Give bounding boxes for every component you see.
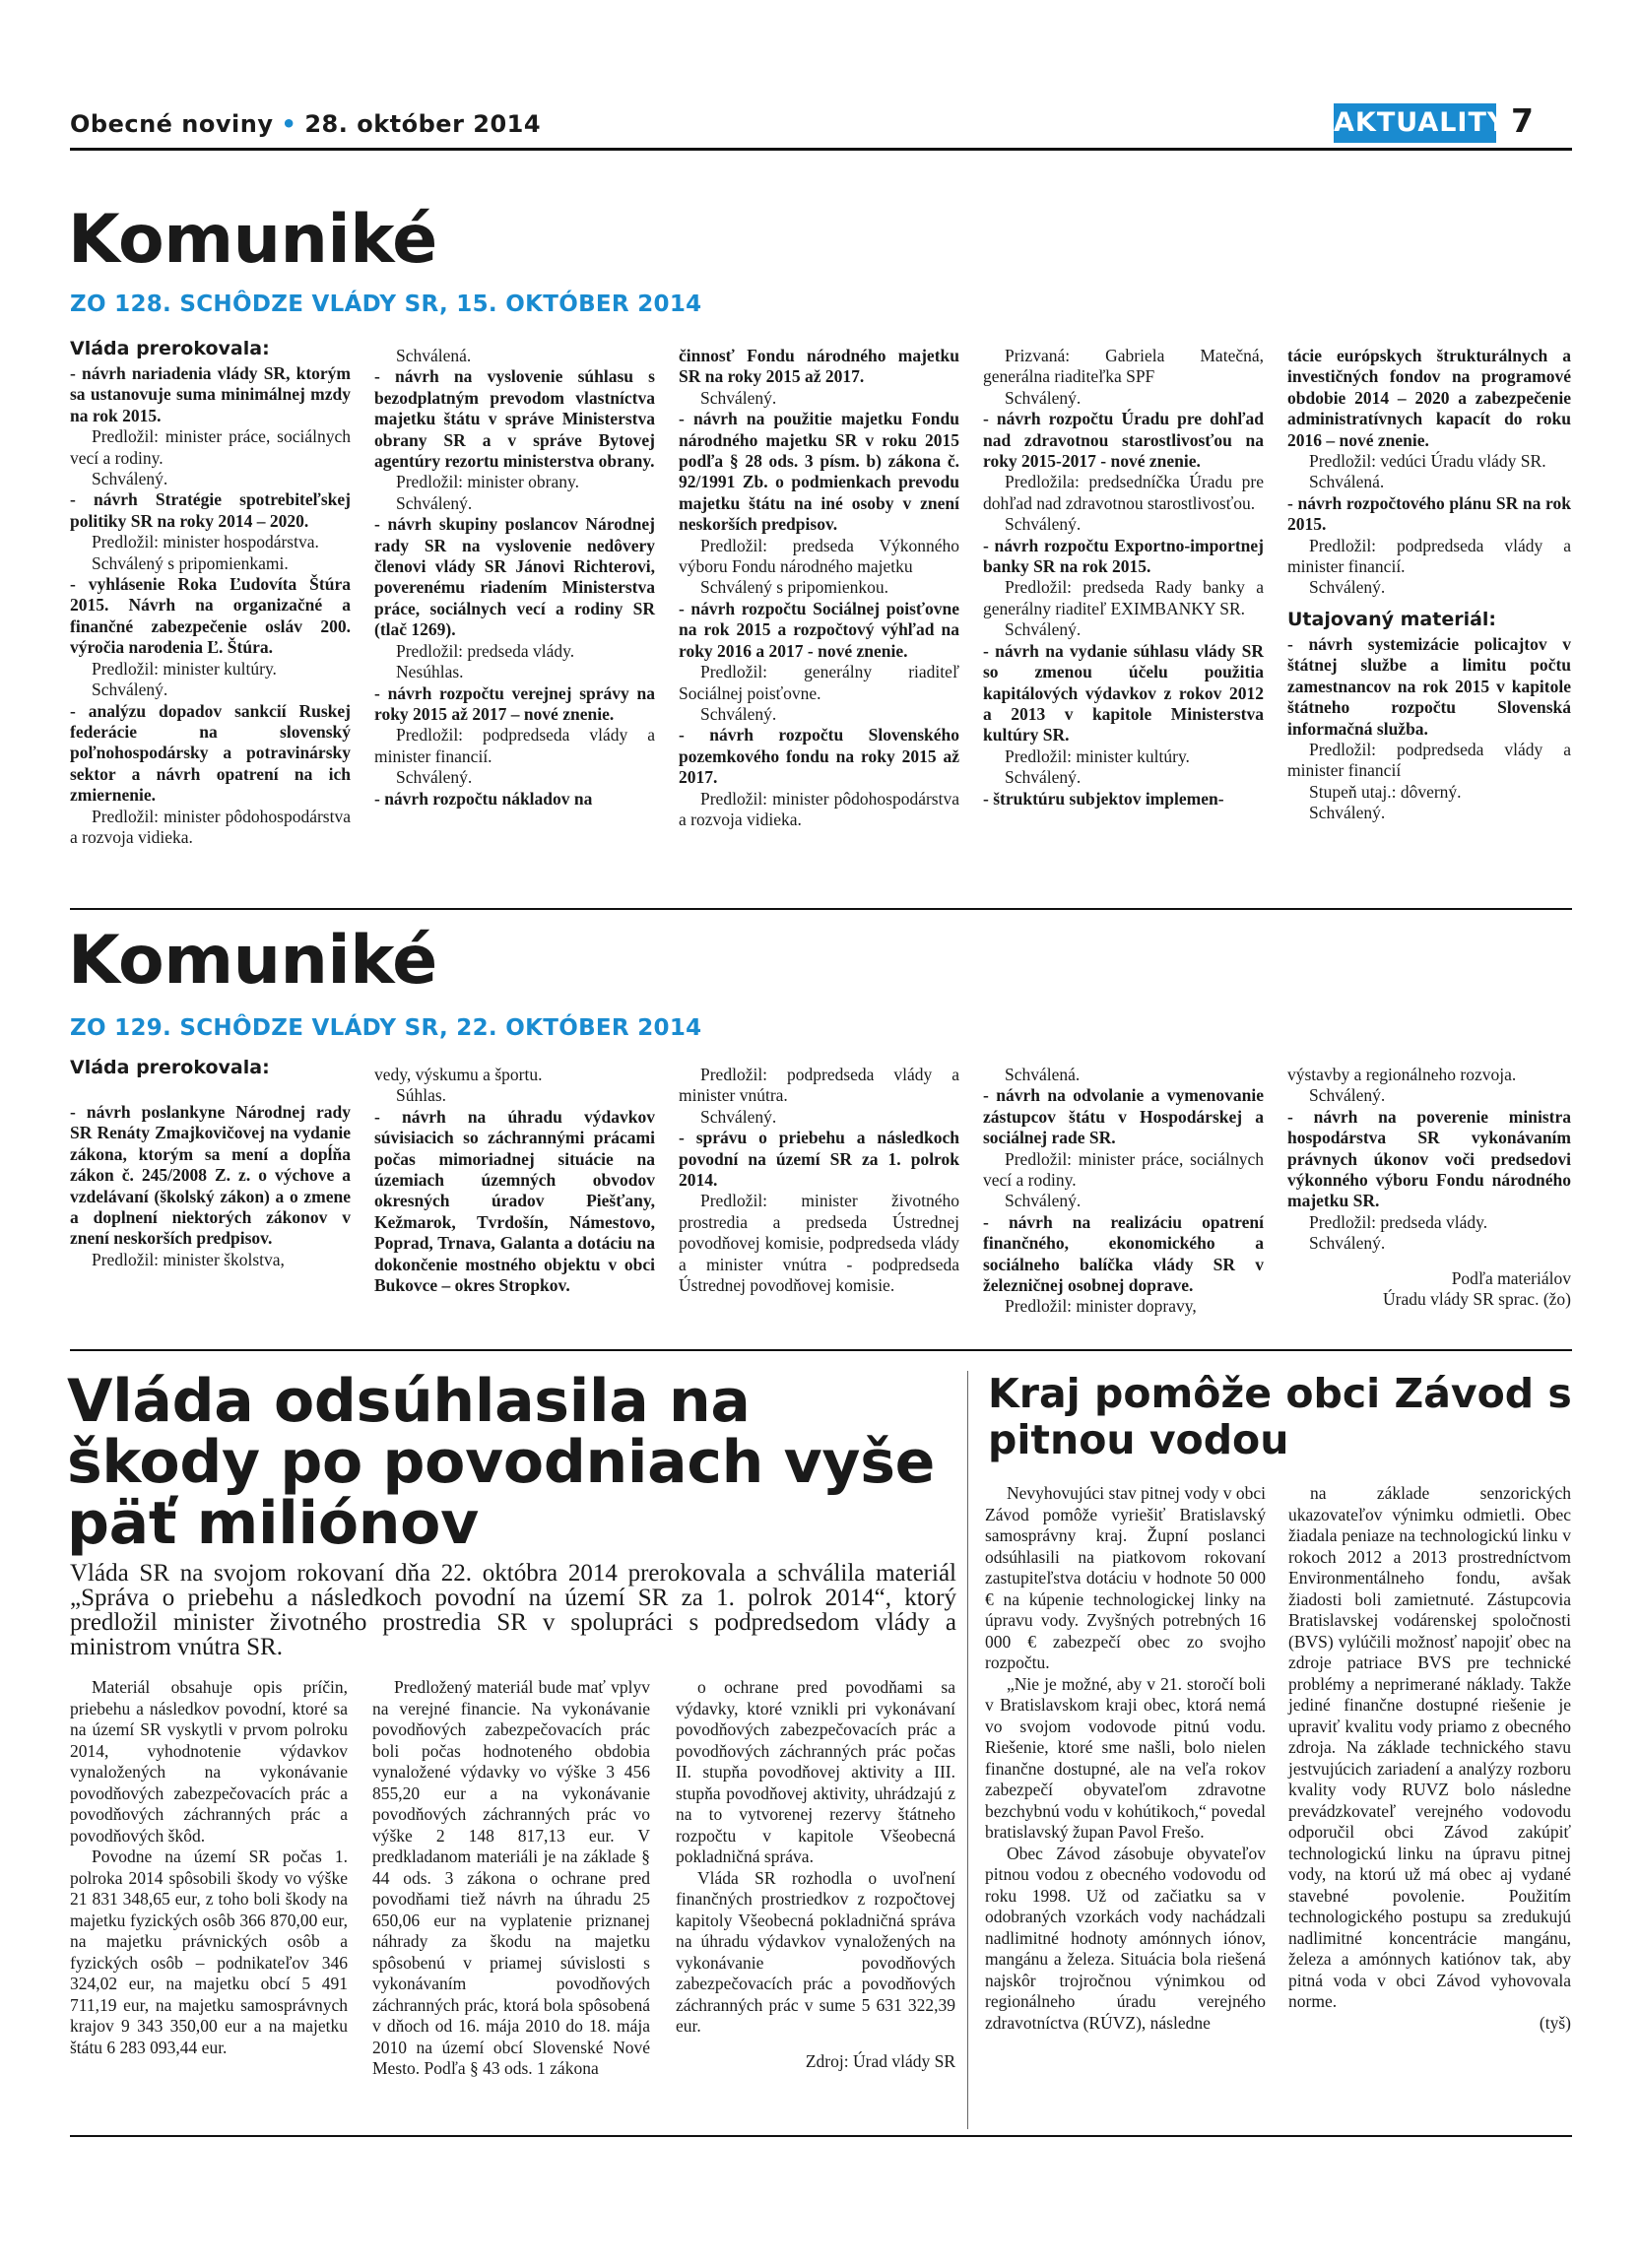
agenda-item: Predložil: vedúci Úradu vlády SR. bbox=[1309, 451, 1546, 472]
article-paragraph: o ochrane pred povodňami sa výdavky, ktoré vznikli pri vykonávaní povodňových zabezpečovacích prác a povodňových záchranných prác počas II. stupňa povodňovej aktivity a III. stupňa povodňovej aktivity, uhrádzajú z na to vytvorenej rezervy štátneho rozpočtu v kapitole Všeobecná pokladničná správa. bbox=[676, 1677, 955, 1866]
agenda-item: Predložil: minister školstva, bbox=[92, 1249, 285, 1269]
agenda-item: Schválený s pripomienkou. bbox=[700, 577, 889, 598]
agenda-item: Schválený s pripomienkami. bbox=[92, 552, 289, 573]
agenda-item: Predložil: minister dopravy, bbox=[1005, 1296, 1197, 1317]
agenda-item: - návrh na poverenie ministra hospodárstva SR vykonávaním právnych úkonov voči predsedovi výkonného výboru Fondu národného majetku SR. bbox=[1287, 1106, 1571, 1211]
agenda-item: Schválený. bbox=[1309, 1085, 1386, 1106]
agenda-item: - návrh rozpočtu Slovenského pozemkového fondu na roky 2015 až 2017. bbox=[679, 725, 959, 788]
komunike1-col5 bbox=[1287, 346, 1571, 824]
agenda-item: - návrh rozpočtového plánu SR na rok 2015. bbox=[1287, 492, 1571, 535]
agenda-item: Schválená. bbox=[396, 346, 472, 365]
agenda-item: Schválený. bbox=[700, 387, 777, 408]
article2-title: Kraj pomôže obci Závod s pitnou vodou bbox=[988, 1370, 1572, 1463]
komunike2-col5 bbox=[1287, 1065, 1571, 1310]
agenda-item: Predložil: minister pôdohospodárstva a rozvoja vidieka. bbox=[70, 806, 351, 847]
article-paragraph: Materiál obsahuje opis príčin, priebehu a následkov povodní, ktoré sa na území SR vyskytli v prvom polroku 2014, vyhodnotenie výdavkov vynaložených na vykonávanie povodňových zabezpečovacích prác a povodňových záchranných prác a povodňových škôd. bbox=[70, 1677, 348, 1846]
agenda-item: Predložil: minister práce, sociálnych vecí a rodiny. bbox=[70, 426, 351, 468]
agenda-item: Predložil: minister práce, sociálnych vecí a rodiny. bbox=[983, 1148, 1264, 1191]
agenda-item: - návrh na úhradu výdavkov súvisiacich so záchrannými prácami počas mimoriadnej situácie na územiach územných obvodov okresných úradov Piešťany, Kežmarok, Tvrdošín, Námestovo, Poprad, Trnava, Galanta a dotáciu na dokončenie mostného objektu v obci Bukovce – okres Stropkov. bbox=[374, 1106, 655, 1296]
article2-signature: (tyš) bbox=[1539, 2012, 1571, 2033]
masthead bbox=[70, 110, 541, 138]
agenda-item: Schválený. bbox=[1005, 387, 1082, 408]
section-divider-2 bbox=[70, 1349, 1572, 1351]
agenda-item: vedy, výskumu a športu. bbox=[374, 1065, 543, 1084]
agenda-item: - návrh skupiny poslancov Národnej rady SR na vyslovenie nedôvery členovi vlády SR Jánovi Richterovi, poverenému riadením Ministerstva práce, sociálnych vecí a rodiny SR (tlač 1269). bbox=[374, 514, 655, 640]
agenda-item: Predložil: minister hospodárstva. bbox=[92, 532, 319, 552]
article-paragraph: Povodne na území SR počas 1. polroka 2014 spôsobili škody vo výške 21 831 348,65 eur, z toho boli škody na majetku fyzických osôb 366 870,00 eur, na majetku právnických osôb a fyzických osôb – podnikateľov 346 324,02 eur, na majetku obcí 5 491 711,19 eur, na majetku samosprávnych krajov 9 343 350,00 eur a na majetku štátu 6 283 093,44 eur. bbox=[70, 1847, 348, 2057]
agenda-item: Schválená. bbox=[1005, 1065, 1081, 1084]
article-paragraph: Vláda SR rozhodla o uvoľnení finančných prostriedkov z rozpočtovej kapitoly Všeobecná pokladničná správa na úhradu výdavkov vynaložených na vykonávanie povodňových zabezpečovacích prác a povodňových záchranných prác v sume 5 631 322,39 eur. bbox=[676, 1867, 955, 2036]
article1-title: Vláda odsúhlasila na škody po povodniach vyše päť miliónov bbox=[67, 1367, 936, 1558]
komunike1-col1 bbox=[70, 338, 351, 848]
agenda-item: Predložil: predseda Výkonného výboru Fondu národného majetku bbox=[679, 535, 959, 577]
agenda-item: Predložil: podpredseda vlády a minister financií bbox=[1287, 739, 1571, 781]
agenda-item: - návrh rozpočtu Exportno-importnej banky SR na rok 2015. bbox=[983, 535, 1264, 577]
article-paragraph: „Nie je možné, aby v 21. storočí boli v Bratislavskom kraji obec, ktorá nemá vo svojom vodovode pitnú vodu. Riešenie, ktoré sme našli, bolo nielen finančne dostupné, ale na veľa rokov zabezpečí obyvateľom zdravotne bezchybnú vodu v kohútikoch,“ povedal bratislavský župan Pavol Frešo. bbox=[985, 1673, 1266, 1842]
agenda-item: Schválený. bbox=[700, 1106, 777, 1127]
agenda-item: Schválený. bbox=[396, 492, 473, 513]
agenda-item: Schválený. bbox=[1309, 1233, 1386, 1254]
agenda-item: - správu o priebehu a následkoch povodní na území SR za 1. polrok 2014. bbox=[679, 1128, 959, 1191]
column-separator bbox=[967, 1371, 968, 2129]
agenda-item: Predložil: minister životného prostredia a predseda Ústrednej povodňovej komisie, podpredseda vlády a minister vnútra - podpredseda Ústrednej povodňovej komisie. bbox=[679, 1191, 959, 1296]
page-number: 7 bbox=[1511, 101, 1534, 140]
agenda-item: činnosť Fondu národného majetku SR na roky 2015 až 2017. bbox=[679, 346, 959, 387]
agenda-item: Schválený. bbox=[92, 469, 168, 489]
bullet-dot: • bbox=[281, 110, 297, 138]
agenda-item: Schválený. bbox=[1309, 577, 1386, 598]
agenda-item: - vyhlásenie Roka Ľudovíta Štúra 2015. Návrh na organizačné a finančné zabezpečenie osláv 200. výročia narodenia Ľ. Štúra. bbox=[70, 574, 351, 658]
agenda-item: - návrh nariadenia vlády SR, ktorým sa ustanovuje suma minimálnej mzdy na rok 2015. bbox=[70, 363, 351, 425]
agenda-item: Schválený. bbox=[396, 767, 473, 788]
agenda-item: Stupeň utaj.: dôverný. bbox=[1309, 781, 1462, 802]
agenda-item: - štruktúru subjektov implemen- bbox=[983, 788, 1224, 809]
agenda-item: - návrh na použitie majetku Fondu národného majetku SR v roku 2015 podľa § 28 ods. 3 písm. b) zákona č. 92/1991 Zb. o podmienkach prevodu majetku štátu na iné osoby v znení neskorších predpisov. bbox=[679, 409, 959, 535]
agenda-item: Schválený. bbox=[1005, 1191, 1082, 1211]
agenda-item: Schválený. bbox=[700, 703, 777, 724]
agenda-item: - návrh na realizáciu opatrení finančného, ekonomického a sociálneho balíčka vlády SR v železničnej osobnej doprave. bbox=[983, 1211, 1264, 1296]
agenda-item: Predložila: predsedníčka Úradu pre dohľad nad zdravotnou starostlivosťou. bbox=[983, 472, 1264, 513]
komunike2-source-2: Úradu vlády SR sprac. (žo) bbox=[1383, 1289, 1571, 1310]
agenda-item: Schválený. bbox=[1309, 803, 1386, 823]
article1-col2 bbox=[372, 1677, 650, 2080]
agenda-item: - návrh rozpočtu Úradu pre dohľad nad zdravotnou starostlivosťou na roky 2015-2017 - nové znenie. bbox=[983, 409, 1264, 472]
agenda-item: - návrh rozpočtu Sociálnej poisťovne na rok 2015 a rozpočtový výhľad na roky 2016 a 2017 - nové znenie. bbox=[679, 598, 959, 661]
komunike2-subtitle: ZO 129. SCHÔDZE VLÁDY SR, 22. OKTÓBER 2014 bbox=[70, 1015, 702, 1041]
komunike2-col3 bbox=[679, 1065, 959, 1296]
komunike1-col3 bbox=[679, 346, 959, 830]
article1-source: Zdroj: Úrad vlády SR bbox=[805, 2050, 955, 2071]
komunike2-title: Komuniké bbox=[68, 922, 437, 1000]
agenda-item: - návrh systemizácie policajtov v štátnej službe a limitu počtu zamestnancov na rok 2015 v kapitole štátneho rozpočtu Slovenská informačná služba. bbox=[1287, 633, 1571, 739]
issue-date: 28. október 2014 bbox=[304, 110, 542, 138]
agenda-item: Predložil: predseda vlády. bbox=[396, 640, 575, 661]
article-paragraph: Nevyhovujúci stav pitnej vody v obci Závod pomôže vyriešiť Bratislavský samosprávny kraj. Župní poslanci odsúhlasili na piatkovom rokovaní zastupiteľstva dotáciu v hodnote 50 000 € na kúpenie technologickej linky na úpravu vody. Zvyšných potrebných 16 000 € zabezpečí obec zo svojho rozpočtu. bbox=[985, 1483, 1266, 1672]
article-paragraph: na základe senzorických ukazovateľov výnimku odmietli. Obec žiadala peniaze na technologickú linku v rokoch 2012 a 2013 prostredníctvom Environmentálneho fondu, avšak žiadosti boli zamietnuté. Zástupcovia Bratislavskej vodárenskej spoločnosti (BVS) vylúčili možnosť napojiť obec na zdroje patriace BVS pre technické problémy a neprimerané náklady. Takže jediné finančne dostupné riešenie je upraviť kvalitu vody priamo z obecného zdroja. Na základe technického stavu jestvujúcich zariadení a analýzy rozboru kvality vody RUVZ bolo následne prevádzkovateľ verejného vodovodu odporučil obci Závod zakúpiť technologickú linku na úpravu pitnej vody, na ktorú už má obec aj vydané stavebné povolenie. Použitím technologického postupu sa zredukujú nadlimitné koncentrácie mangánu, železa a amónnych katiónov tak, aby pitná voda v obci Závod vyhovovala norme. bbox=[1288, 1483, 1571, 2011]
paper-name: Obecné noviny bbox=[70, 110, 274, 138]
komunike1-title: Komuniké bbox=[68, 201, 437, 279]
agenda-item: Predložil: minister obrany. bbox=[396, 472, 579, 492]
agenda-item: Schválená. bbox=[1309, 472, 1385, 492]
article2-col2 bbox=[1288, 1483, 1571, 2034]
header-rule bbox=[70, 148, 1572, 151]
agenda-item: Nesúhlas. bbox=[396, 662, 464, 682]
komunike2-col2 bbox=[374, 1065, 655, 1296]
agenda-item: Predložil: predseda vlády. bbox=[1309, 1211, 1488, 1232]
agenda-item: - návrh na vyslovenie súhlasu s bezodplatným prevodom vlastníctva majetku štátu v správe Ministerstva obrany SR a v správe Bytovej agentúry rezortu ministerstva obrany. bbox=[374, 366, 655, 472]
komunike1-subtitle: ZO 128. SCHÔDZE VLÁDY SR, 15. OKTÓBER 2014 bbox=[70, 292, 702, 317]
agenda-item: Schválený. bbox=[1005, 619, 1082, 640]
article1-col3 bbox=[676, 1677, 955, 2072]
agenda-item: Súhlas. bbox=[396, 1085, 447, 1106]
agenda-item: Predložil: minister kultúry. bbox=[1005, 745, 1190, 766]
agenda-item: Prizvaná: Gabriela Matečná, generálna riaditeľka SPF bbox=[983, 346, 1264, 387]
agenda-item: tácie európskych štrukturálnych a investičných fondov na programové obdobie 2014 – 2020 a zabezpečenie administratívnych kapacít do roku 2016 – nové znenie. bbox=[1287, 346, 1571, 450]
agenda-item: - návrh na odvolanie a vymenovanie zástupcov štátu v Hospodárskej a sociálnej rade SR. bbox=[983, 1085, 1264, 1148]
article1-col1 bbox=[70, 1677, 348, 2058]
agenda-item: výstavby a regionálneho rozvoja. bbox=[1287, 1065, 1517, 1084]
agenda-item: - návrh Stratégie spotrebiteľskej politiky SR na roky 2014 – 2020. bbox=[70, 489, 351, 531]
komunike2-source-1: Podľa materiálov bbox=[1451, 1267, 1571, 1288]
agenda-item: Schválený. bbox=[1005, 514, 1082, 535]
komunike1-col4 bbox=[983, 346, 1264, 810]
agenda-item: Predložil: minister kultúry. bbox=[92, 658, 277, 679]
section-divider-1 bbox=[70, 908, 1572, 910]
komunike2-col1 bbox=[70, 1057, 351, 1270]
agenda-item: Predložil: generálny riaditeľ Sociálnej poisťovne. bbox=[679, 662, 959, 703]
agenda-item: Predložil: podpredseda vlády a minister vnútra. bbox=[679, 1065, 959, 1106]
komunike2-heading: Vláda prerokovala: bbox=[70, 1057, 270, 1078]
article-paragraph: Predložený materiál bude mať vplyv na verejné financie. Na vykonávanie povodňových zabezpečovacích prác boli počas hodnoteného obdobia vynaložené výdavky vo výške 3 456 855,20 eur a na vykonávanie povodňových záchranných prác vo výške 2 148 817,13 eur. V predkladanom materiáli je na základe § 44 ods. 3 zákona o ochrane pred povodňami tiež návrh na úhradu 25 650,06 eur na vyplatenie priznanej náhrady za škodu na majetku spôsobenú v priamej súvislosti s vykonávaním povodňových záchranných prác, ktorá bola spôsobená v dňoch od 16. mája 2010 do 18. mája 2010 na území obcí Slovenské Nové Mesto. Podľa § 43 ods. 1 zákona bbox=[372, 1677, 650, 2078]
article2-col1 bbox=[985, 1483, 1266, 2034]
agenda-item: - analýzu dopadov sankcií Ruskej federácie na slovenský poľnohospodársky a potravinársky sektor a návrh opatrení na ich zmiernenie. bbox=[70, 700, 351, 806]
secret-heading: Utajovaný materiál: bbox=[1287, 608, 1497, 630]
agenda-item: - návrh na vydanie súhlasu vlády SR so zmenou účelu použitia kapitálových výdavkov z rokov 2012 a 2013 v kapitole Ministerstva kultúry SR. bbox=[983, 640, 1264, 745]
agenda-item: Predložil: predseda Rady banky a generálny riaditeľ EXIMBANKY SR. bbox=[983, 577, 1264, 618]
agenda-item: - návrh poslankyne Národnej rady SR Renáty Zmajkovičovej na vydanie zákona, ktorým sa mení a dopĺňa zákon č. 245/2008 Z. z. o výchove a vzdelávaní (školský zákon) a o zmene a doplnení niektorých zákonov v znení neskorších predpisov. bbox=[70, 1102, 351, 1249]
agenda-item: Schválený. bbox=[92, 680, 168, 700]
agenda-item: - návrh rozpočtu verejnej správy na roky 2015 až 2017 – nové znenie. bbox=[374, 682, 655, 724]
komunike1-col2 bbox=[374, 346, 655, 810]
agenda-item: - návrh rozpočtu nákladov na bbox=[374, 788, 593, 809]
bottom-rule bbox=[70, 2135, 1572, 2137]
agenda-item: Predložil: podpredseda vlády a minister financií. bbox=[374, 725, 655, 766]
komunike1-heading: Vláda prerokovala: bbox=[70, 338, 270, 359]
agenda-item: Predložil: minister pôdohospodárstva a rozvoja vidieka. bbox=[679, 788, 959, 829]
agenda-item: Schválený. bbox=[1005, 767, 1082, 788]
komunike2-col4 bbox=[983, 1065, 1264, 1318]
section-label: AKTUALITY bbox=[1334, 103, 1496, 143]
article1-lead: Vláda SR na svojom rokovaní dňa 22. októbra 2014 prerokovala a schválila materiál „Správa o priebehu a následkoch povodní na území SR za 1. polrok 2014“, ktorý predložil minister životného prostredia SR v spolupráci s podpredsedom vlády a ministrom vnútra SR. bbox=[70, 1560, 956, 1660]
agenda-item: Predložil: podpredseda vlády a minister financií. bbox=[1287, 535, 1571, 577]
article-paragraph: Obec Závod zásobuje obyvateľov pitnou vodou z obecného vodovodu od roku 1998. Už od začiatku sa v odobraných vzorkách vody nachádzali nadlimitné hodnoty amónnych iónov, mangánu a železa. Situácia bola riešená najskôr trojročnou výnimkou od regionálneho úradu verejného zdravotníctva (RÚVZ), následne bbox=[985, 1843, 1266, 2033]
